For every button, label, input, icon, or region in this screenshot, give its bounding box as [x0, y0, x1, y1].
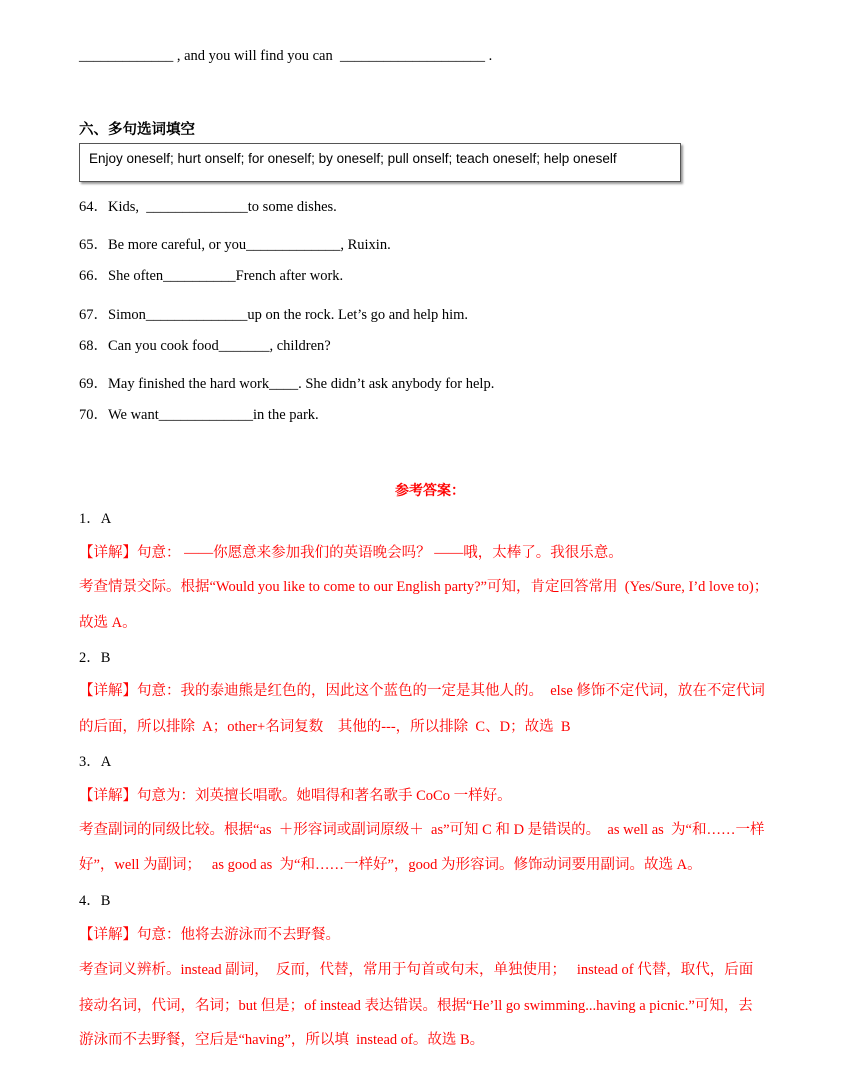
question-66: 66．She often__________French after work.: [79, 268, 344, 284]
question-67: 67．Simon______________up on the rock. Let’s go and help him.: [79, 307, 469, 323]
answer-1-line-2: 考查情景交际。根据“Would you like to come to our English party?”可知，肯定回答常用 (Yes/Sure, I’d love to)；: [79, 579, 769, 595]
answer-4-number: 4．B: [79, 893, 111, 909]
answer-3-line-1: 【详解】句意为：刘英擅长唱歌。她唱得和著名歌手 CoCo 一样好。: [79, 788, 512, 804]
answers-title: 参考答案：: [395, 483, 465, 499]
answer-2-line-2: 的后面，所以排除 A；other+名词复数 其他的---，所以排除 C、D；故选 B: [79, 719, 571, 735]
question-65: 65．Be more careful, or you_____________, Ruixin.: [79, 237, 391, 253]
word-bank-text: Enjoy oneself; hurt onself; for oneself; by oneself; pull onself; teach oneself; help oneself: [89, 151, 617, 166]
question-68: 68．Can you cook food_______, children?: [79, 338, 331, 354]
answer-3-number: 3．A: [79, 754, 112, 770]
question-70: 70．We want_____________in the park.: [79, 407, 319, 423]
answer-2-line-1: 【详解】句意：我的泰迪熊是红色的，因此这个蓝色的一定是其他人的。 else 修饰不定代词，放在不定代词: [79, 683, 765, 699]
answer-4-line-2: 考查词义辨析。instead 副词， 反而，代替，常用于句首或句末，单独使用； instead of 代替，取代，后面: [79, 962, 754, 978]
word-bank-box: [79, 143, 681, 182]
answer-2-number: 2．B: [79, 650, 111, 666]
answer-1-line-1: 【详解】句意： ——你愿意来参加我们的英语晚会吗？ ——哦，太棒了。我很乐意。: [79, 545, 623, 561]
answer-3-line-2: 考查副词的同级比较。根据“as ＋形容词或副词原级＋ as”可知 C 和 D 是错误的。 as well as 为“和……一样: [79, 822, 765, 838]
answer-3-line-3: 好”，well 为副词； as good as 为“和……一样好”，good 为形容词。修饰动词要用副词。故选 A。: [79, 857, 702, 873]
question-64: 64．Kids, ______________to some dishes.: [79, 199, 337, 215]
question-69: 69．May finished the hard work____. She didn’t ask anybody for help.: [79, 376, 495, 392]
answer-1-number: 1．A: [79, 511, 112, 527]
section-heading: 六、多句选词填空: [79, 122, 195, 138]
answer-4-line-1: 【详解】句意：他将去游泳而不去野餐。: [79, 927, 340, 943]
answer-4-line-3: 接动名词，代词，名词；but 但是；of instead 表达错误。根据“He’ll go swimming...having a picnic.”可知，去: [79, 998, 753, 1014]
answer-1-line-3: 故选 A。: [79, 615, 137, 631]
top-line: _____________ , and you will find you can ____________________ .: [79, 48, 493, 64]
answer-4-line-4: 游泳而不去野餐，空后是“having”，所以填 instead of。故选 B。: [79, 1032, 485, 1048]
